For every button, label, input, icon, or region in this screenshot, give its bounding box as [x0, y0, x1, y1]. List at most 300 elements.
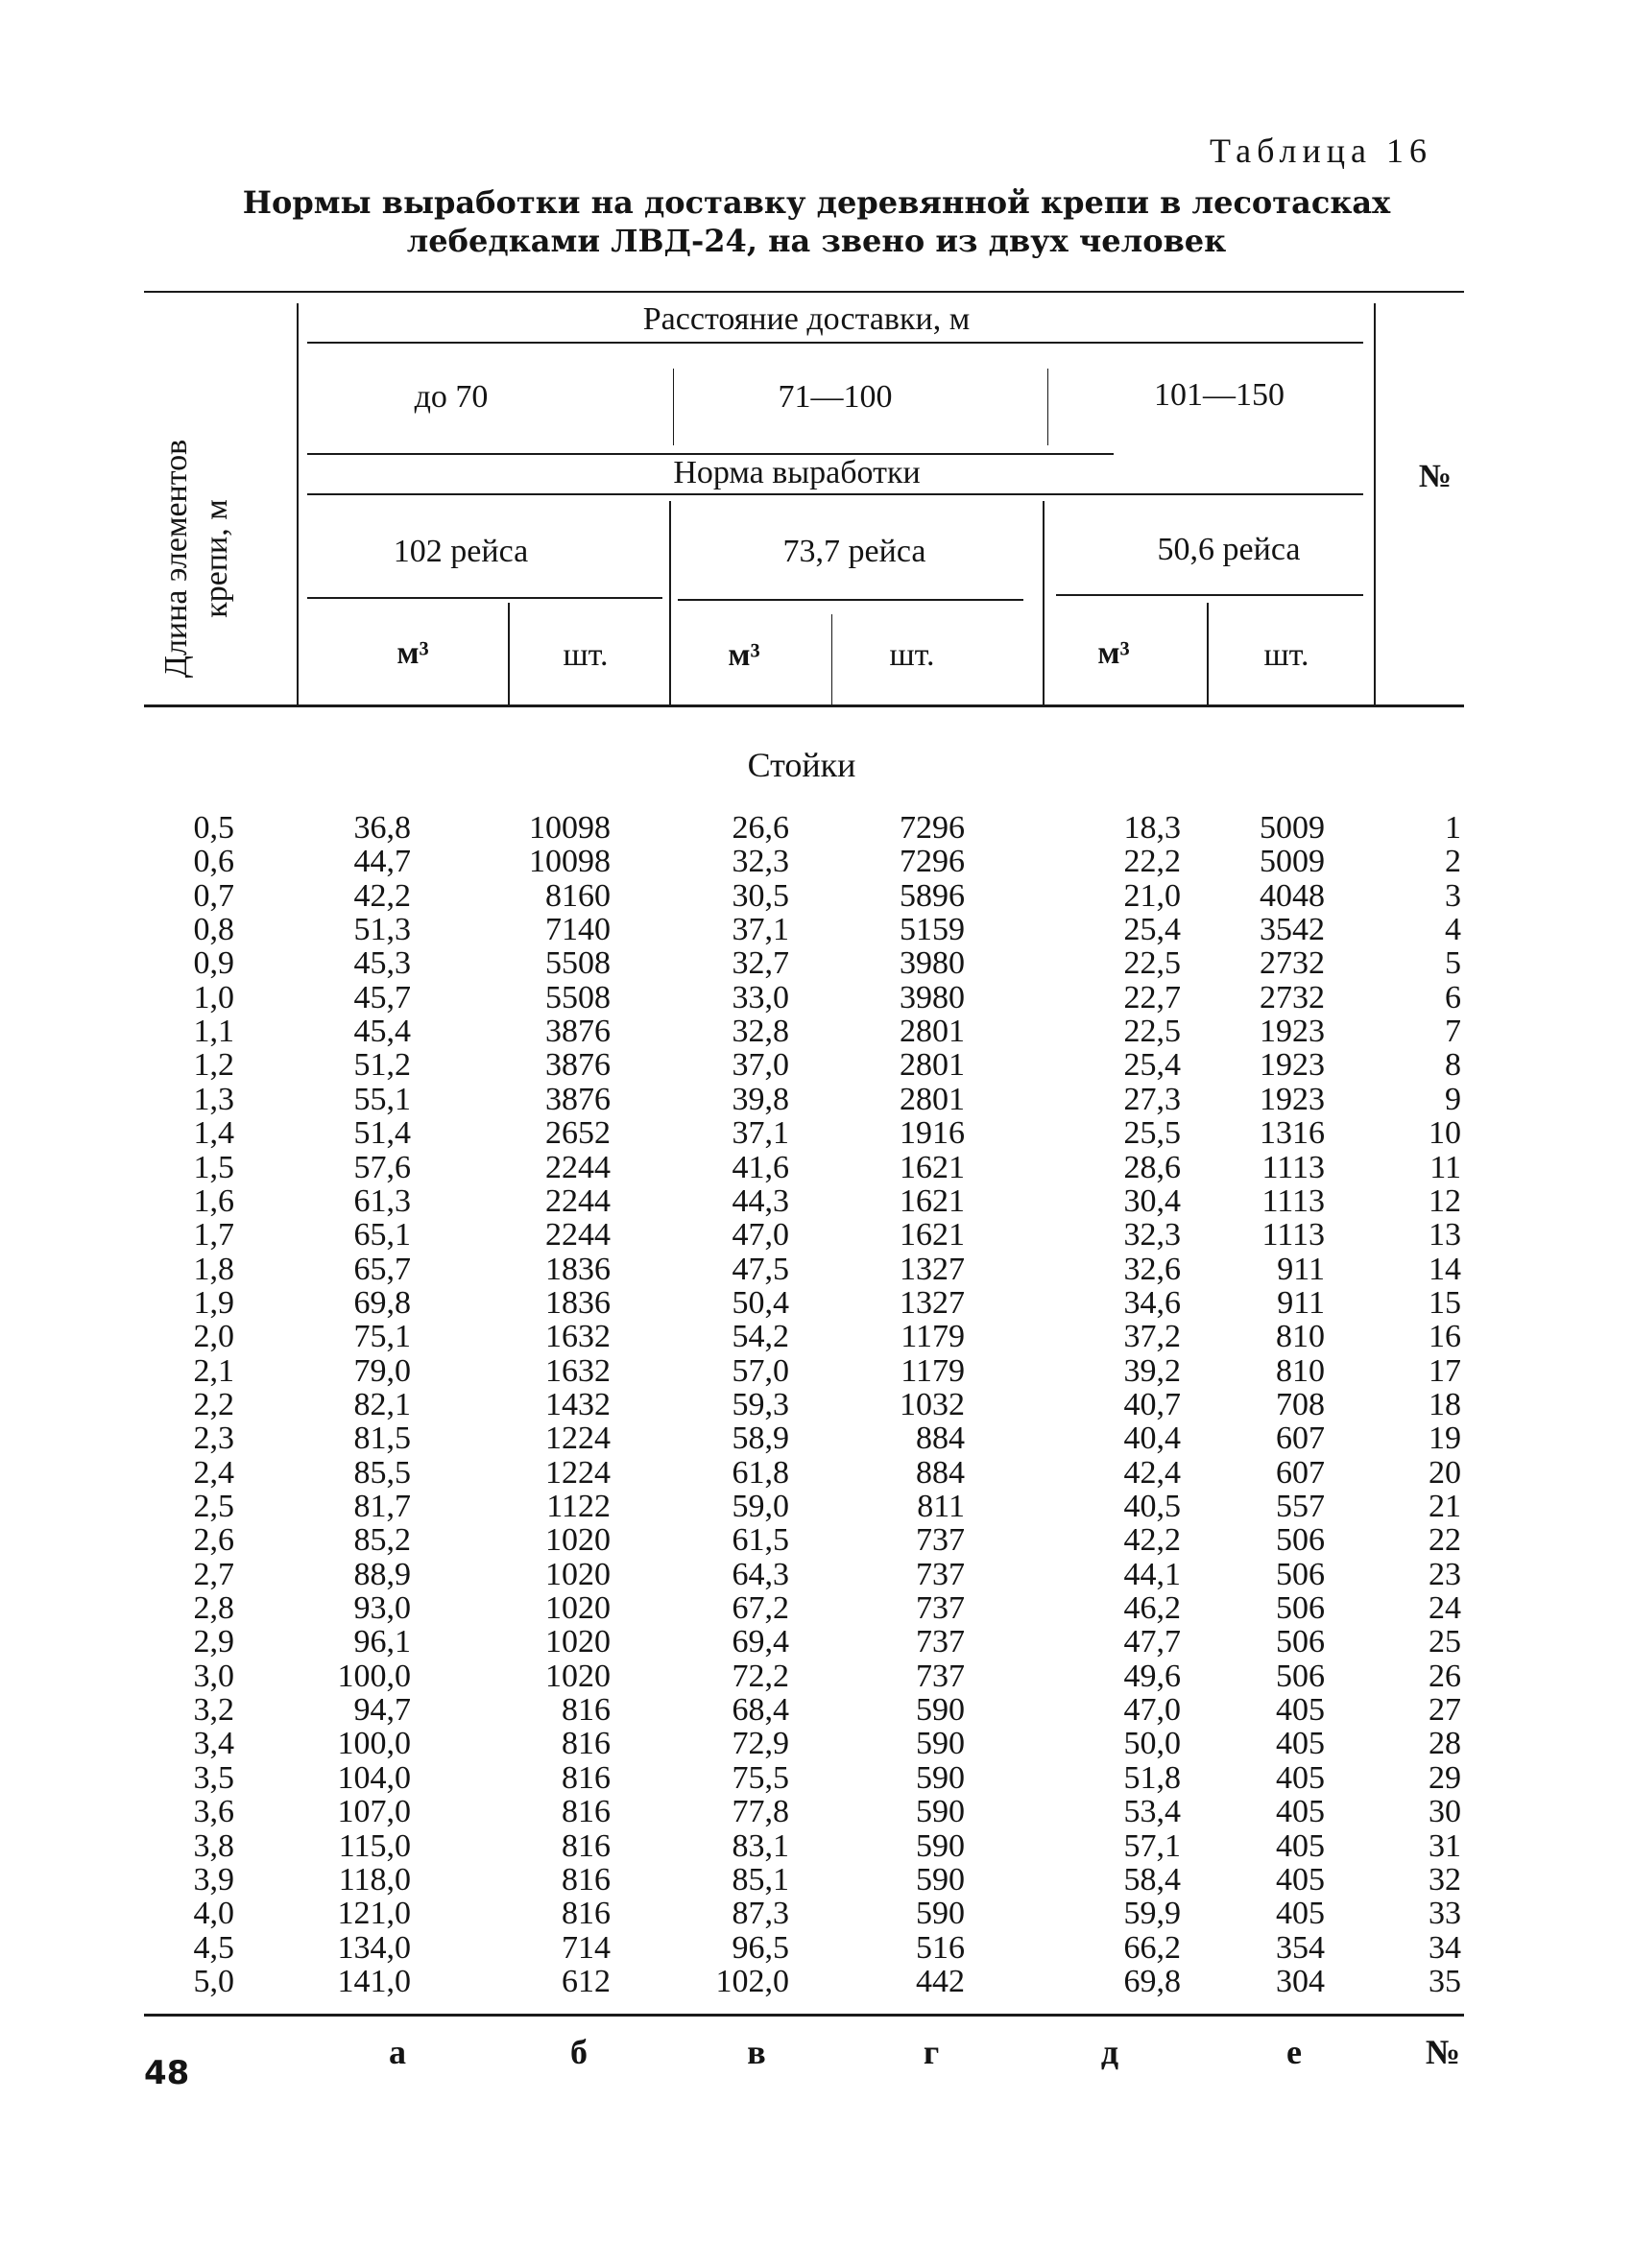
- cell-e-pcs: 607: [1276, 1455, 1325, 1491]
- cell-b-pcs: 1020: [545, 1557, 611, 1592]
- cell-e-pcs: 5009: [1260, 844, 1325, 879]
- cell-d-m3: 59,9: [1123, 1896, 1181, 1931]
- cell-e-pcs: 1923: [1260, 1082, 1325, 1117]
- cell-v-m3: 72,9: [732, 1726, 789, 1761]
- cell-a-m3: 61,3: [353, 1183, 411, 1219]
- cell-length: 1,0: [193, 980, 234, 1015]
- cell-b-pcs: 612: [562, 1964, 611, 1999]
- cell-e-pcs: 557: [1276, 1489, 1325, 1524]
- cell-v-m3: 85,1: [732, 1862, 789, 1898]
- cell-v-m3: 61,5: [732, 1522, 789, 1558]
- table-caption: Таблица 16: [1210, 131, 1432, 170]
- cell-e-pcs: 506: [1276, 1624, 1325, 1659]
- cell-length: 1,7: [193, 1217, 234, 1253]
- cell-d-m3: 22,2: [1123, 844, 1181, 879]
- cell-length: 3,2: [193, 1692, 234, 1728]
- cell-e-pcs: 810: [1276, 1353, 1325, 1389]
- cell-number: 23: [1429, 1557, 1461, 1592]
- section-title: Стойки: [747, 746, 856, 784]
- cell-d-m3: 37,2: [1123, 1319, 1181, 1354]
- cell-a-m3: 65,1: [353, 1217, 411, 1253]
- cell-length: 4,0: [193, 1896, 234, 1931]
- cell-e-pcs: 354: [1276, 1930, 1325, 1966]
- cell-e-pcs: 506: [1276, 1590, 1325, 1626]
- cell-number: 15: [1429, 1285, 1461, 1321]
- cell-g-pcs: 1621: [900, 1217, 965, 1253]
- header-divider-number: [1374, 303, 1376, 704]
- cell-a-m3: 51,3: [353, 912, 411, 947]
- cell-a-m3: 75,1: [353, 1319, 411, 1354]
- cell-length: 2,5: [193, 1489, 234, 1524]
- cell-length: 3,0: [193, 1659, 234, 1694]
- cell-d-m3: 40,7: [1123, 1387, 1181, 1422]
- trips-divider-1: [669, 501, 671, 704]
- cell-d-m3: 51,8: [1123, 1760, 1181, 1796]
- cell-b-pcs: 10098: [529, 844, 611, 879]
- cell-a-m3: 121,0: [337, 1896, 411, 1931]
- cell-a-m3: 51,2: [353, 1047, 411, 1083]
- cell-length: 2,6: [193, 1522, 234, 1558]
- cell-g-pcs: 3980: [900, 945, 965, 981]
- cell-number: 12: [1429, 1183, 1461, 1219]
- cell-length: 4,5: [193, 1930, 234, 1966]
- cell-number: 28: [1429, 1726, 1461, 1761]
- cell-g-pcs: 884: [916, 1455, 965, 1491]
- cell-v-m3: 96,5: [732, 1930, 789, 1966]
- cell-number: 6: [1445, 980, 1461, 1015]
- header-divider-length: [297, 303, 299, 704]
- cell-a-m3: 141,0: [337, 1964, 411, 1999]
- cell-e-pcs: 1923: [1260, 1014, 1325, 1049]
- cell-b-pcs: 7140: [545, 912, 611, 947]
- cell-g-pcs: 737: [916, 1624, 965, 1659]
- cell-g-pcs: 1916: [900, 1115, 965, 1151]
- cell-v-m3: 61,8: [732, 1455, 789, 1491]
- cell-number: 10: [1429, 1115, 1461, 1151]
- cell-d-m3: 34,6: [1123, 1285, 1181, 1321]
- cell-e-pcs: 1923: [1260, 1047, 1325, 1083]
- cell-v-m3: 33,0: [732, 980, 789, 1015]
- cell-e-pcs: 1113: [1261, 1183, 1325, 1219]
- cell-a-m3: 94,7: [353, 1692, 411, 1728]
- cell-length: 0,7: [193, 878, 234, 914]
- cell-b-pcs: 1020: [545, 1590, 611, 1626]
- cell-d-m3: 28,6: [1123, 1150, 1181, 1185]
- cell-number: 16: [1429, 1319, 1461, 1354]
- cell-d-m3: 40,5: [1123, 1489, 1181, 1524]
- cell-v-m3: 72,2: [732, 1659, 789, 1694]
- cell-d-m3: 57,1: [1123, 1828, 1181, 1864]
- cell-number: 35: [1429, 1964, 1461, 1999]
- cell-number: 33: [1429, 1896, 1461, 1931]
- cell-b-pcs: 816: [562, 1862, 611, 1898]
- cell-g-pcs: 590: [916, 1896, 965, 1931]
- trips-header-3: 50,6 рейса: [1157, 532, 1301, 567]
- footer-letter-d: д: [1100, 2033, 1119, 2071]
- cell-d-m3: 32,3: [1123, 1217, 1181, 1253]
- cell-number: 1: [1445, 810, 1461, 846]
- cell-e-pcs: 3542: [1260, 912, 1325, 947]
- table-title-line-2: лебедками ЛВД-24, на звено из двух человек: [406, 223, 1227, 259]
- cell-g-pcs: 590: [916, 1862, 965, 1898]
- cell-e-pcs: 1316: [1260, 1115, 1325, 1151]
- range-divider-1: [673, 369, 674, 445]
- footer-letter-e: е: [1286, 2033, 1302, 2071]
- cell-e-pcs: 304: [1276, 1964, 1325, 1999]
- cell-length: 2,0: [193, 1319, 234, 1354]
- cell-length: 1,1: [193, 1014, 234, 1049]
- cell-d-m3: 58,4: [1123, 1862, 1181, 1898]
- cell-number: 17: [1429, 1353, 1461, 1389]
- cell-b-pcs: 3876: [545, 1014, 611, 1049]
- cell-a-m3: 51,4: [353, 1115, 411, 1151]
- cell-v-m3: 83,1: [732, 1828, 789, 1864]
- cell-length: 2,1: [193, 1353, 234, 1389]
- trips-underline-2: [678, 599, 1023, 601]
- cell-length: 2,3: [193, 1420, 234, 1456]
- table-title-line-1: Нормы выработки на доставку деревянной крепи в лесотасках: [242, 184, 1391, 221]
- cell-length: 0,9: [193, 945, 234, 981]
- cell-number: 4: [1445, 912, 1461, 947]
- cell-v-m3: 37,0: [732, 1047, 789, 1083]
- cell-e-pcs: 2732: [1260, 945, 1325, 981]
- norm-header: Норма выработки: [673, 455, 921, 490]
- cell-b-pcs: 816: [562, 1794, 611, 1829]
- cell-b-pcs: 1020: [545, 1659, 611, 1694]
- cell-a-m3: 36,8: [353, 810, 411, 846]
- cell-length: 2,2: [193, 1387, 234, 1422]
- cell-g-pcs: 5896: [900, 878, 965, 914]
- cell-a-m3: 81,5: [353, 1420, 411, 1456]
- cell-number: 2: [1445, 844, 1461, 879]
- cell-a-m3: 69,8: [353, 1285, 411, 1321]
- cell-e-pcs: 911: [1277, 1252, 1325, 1287]
- unit-header-m3-1: м³: [396, 635, 429, 671]
- cell-length: 1,5: [193, 1150, 234, 1185]
- cell-g-pcs: 737: [916, 1557, 965, 1592]
- cell-length: 2,7: [193, 1557, 234, 1592]
- cell-b-pcs: 8160: [545, 878, 611, 914]
- unit-divider-1: [508, 603, 510, 704]
- cell-number: 26: [1429, 1659, 1461, 1694]
- cell-g-pcs: 811: [917, 1489, 965, 1524]
- cell-length: 0,5: [193, 810, 234, 846]
- unit-header-pcs-2: шт.: [889, 637, 935, 673]
- table-bottom-rule: [144, 2014, 1464, 2017]
- cell-v-m3: 39,8: [732, 1082, 789, 1117]
- cell-b-pcs: 714: [562, 1930, 611, 1966]
- cell-b-pcs: 10098: [529, 810, 611, 846]
- cell-a-m3: 115,0: [338, 1828, 411, 1864]
- cell-g-pcs: 7296: [900, 844, 965, 879]
- cell-b-pcs: 1836: [545, 1285, 611, 1321]
- cell-v-m3: 54,2: [732, 1319, 789, 1354]
- cell-e-pcs: 810: [1276, 1319, 1325, 1354]
- cell-length: 0,8: [193, 912, 234, 947]
- cell-g-pcs: 5159: [900, 912, 965, 947]
- cell-a-m3: 44,7: [353, 844, 411, 879]
- cell-v-m3: 58,9: [732, 1420, 789, 1456]
- cell-e-pcs: 405: [1276, 1862, 1325, 1898]
- cell-a-m3: 45,3: [353, 945, 411, 981]
- unit-header-pcs-1: шт.: [563, 637, 609, 673]
- cell-e-pcs: 2732: [1260, 980, 1325, 1015]
- unit-header-m3-2: м³: [728, 637, 760, 673]
- cell-d-m3: 47,7: [1123, 1624, 1181, 1659]
- footer-letter-g: г: [923, 2033, 940, 2071]
- cell-number: 34: [1429, 1930, 1461, 1966]
- cell-b-pcs: 1836: [545, 1252, 611, 1287]
- cell-d-m3: 18,3: [1123, 810, 1181, 846]
- cell-number: 7: [1445, 1014, 1461, 1049]
- cell-d-m3: 42,4: [1123, 1455, 1181, 1491]
- cell-e-pcs: 506: [1276, 1522, 1325, 1558]
- cell-b-pcs: 816: [562, 1692, 611, 1728]
- cell-a-m3: 65,7: [353, 1252, 411, 1287]
- cell-d-m3: 25,4: [1123, 912, 1181, 947]
- footer-letter-a: а: [389, 2033, 406, 2071]
- cell-b-pcs: 816: [562, 1760, 611, 1796]
- cell-b-pcs: 1122: [546, 1489, 611, 1524]
- cell-g-pcs: 1179: [901, 1353, 965, 1389]
- cell-number: 9: [1445, 1082, 1461, 1117]
- cell-d-m3: 44,1: [1123, 1557, 1181, 1592]
- cell-g-pcs: 1179: [901, 1319, 965, 1354]
- cell-a-m3: 55,1: [353, 1082, 411, 1117]
- cell-length: 1,8: [193, 1252, 234, 1287]
- cell-v-m3: 102,0: [715, 1964, 789, 1999]
- cell-d-m3: 42,2: [1123, 1522, 1181, 1558]
- cell-e-pcs: 607: [1276, 1420, 1325, 1456]
- cell-g-pcs: 590: [916, 1726, 965, 1761]
- cell-d-m3: 27,3: [1123, 1082, 1181, 1117]
- cell-v-m3: 47,5: [732, 1252, 789, 1287]
- cell-d-m3: 22,5: [1123, 945, 1181, 981]
- cell-e-pcs: 506: [1276, 1557, 1325, 1592]
- cell-v-m3: 59,3: [732, 1387, 789, 1422]
- unit-divider-2: [831, 614, 832, 704]
- cell-v-m3: 26,6: [732, 810, 789, 846]
- cell-g-pcs: 1621: [900, 1150, 965, 1185]
- cell-v-m3: 67,2: [732, 1590, 789, 1626]
- cell-b-pcs: 1432: [545, 1387, 611, 1422]
- cell-v-m3: 30,5: [732, 878, 789, 914]
- cell-g-pcs: 737: [916, 1522, 965, 1558]
- range-header-1: до 70: [414, 379, 489, 415]
- cell-v-m3: 32,7: [732, 945, 789, 981]
- cell-number: 21: [1429, 1489, 1461, 1524]
- trips-divider-2: [1043, 501, 1045, 704]
- cell-b-pcs: 3876: [545, 1047, 611, 1083]
- cell-g-pcs: 7296: [900, 810, 965, 846]
- cell-b-pcs: 1632: [545, 1353, 611, 1389]
- cell-g-pcs: 3980: [900, 980, 965, 1015]
- cell-v-m3: 47,0: [732, 1217, 789, 1253]
- footer-letter-b: б: [570, 2033, 588, 2071]
- cell-number: 5: [1445, 945, 1461, 981]
- cell-a-m3: 85,5: [353, 1455, 411, 1491]
- cell-d-m3: 66,2: [1123, 1930, 1181, 1966]
- cell-length: 5,0: [193, 1964, 234, 1999]
- cell-g-pcs: 590: [916, 1794, 965, 1829]
- top-rule: [144, 291, 1464, 293]
- distance-underline: [307, 342, 1363, 344]
- cell-g-pcs: 1327: [900, 1285, 965, 1321]
- cell-number: 25: [1429, 1624, 1461, 1659]
- cell-length: 1,6: [193, 1183, 234, 1219]
- cell-d-m3: 46,2: [1123, 1590, 1181, 1626]
- cell-e-pcs: 911: [1277, 1285, 1325, 1321]
- cell-number: 3: [1445, 878, 1461, 914]
- cell-a-m3: 100,0: [337, 1659, 411, 1694]
- cell-a-m3: 82,1: [353, 1387, 411, 1422]
- cell-e-pcs: 708: [1276, 1387, 1325, 1422]
- cell-d-m3: 21,0: [1123, 878, 1181, 914]
- cell-a-m3: 45,4: [353, 1014, 411, 1049]
- cell-d-m3: 32,6: [1123, 1252, 1181, 1287]
- cell-e-pcs: 405: [1276, 1692, 1325, 1728]
- cell-a-m3: 81,7: [353, 1489, 411, 1524]
- cell-a-m3: 107,0: [337, 1794, 411, 1829]
- cell-d-m3: 50,0: [1123, 1726, 1181, 1761]
- cell-b-pcs: 3876: [545, 1082, 611, 1117]
- cell-number: 18: [1429, 1387, 1461, 1422]
- cell-e-pcs: 405: [1276, 1828, 1325, 1864]
- cell-g-pcs: 884: [916, 1420, 965, 1456]
- footer-number-sign: №: [1425, 2033, 1461, 2071]
- cell-v-m3: 64,3: [732, 1557, 789, 1592]
- cell-b-pcs: 2652: [545, 1115, 611, 1151]
- cell-d-m3: 47,0: [1123, 1692, 1181, 1728]
- cell-number: 13: [1429, 1217, 1461, 1253]
- cell-b-pcs: 1020: [545, 1624, 611, 1659]
- cell-v-m3: 32,8: [732, 1014, 789, 1049]
- unit-divider-3: [1207, 603, 1209, 704]
- range-divider-2: [1047, 369, 1048, 445]
- cell-b-pcs: 5508: [545, 980, 611, 1015]
- cell-g-pcs: 590: [916, 1692, 965, 1728]
- cell-number: 19: [1429, 1420, 1461, 1456]
- unit-header-pcs-3: шт.: [1263, 637, 1309, 673]
- cell-v-m3: 87,3: [732, 1896, 789, 1931]
- cell-e-pcs: 405: [1276, 1760, 1325, 1796]
- cell-d-m3: 53,4: [1123, 1794, 1181, 1829]
- cell-number: 20: [1429, 1455, 1461, 1491]
- cell-a-m3: 88,9: [353, 1557, 411, 1592]
- cell-b-pcs: 1020: [545, 1522, 611, 1558]
- cell-d-m3: 25,5: [1123, 1115, 1181, 1151]
- cell-a-m3: 85,2: [353, 1522, 411, 1558]
- cell-number: 24: [1429, 1590, 1461, 1626]
- cell-length: 1,4: [193, 1115, 234, 1151]
- cell-v-m3: 41,6: [732, 1150, 789, 1185]
- cell-v-m3: 77,8: [732, 1794, 789, 1829]
- cell-length: 2,4: [193, 1455, 234, 1491]
- header-bottom-rule: [144, 704, 1464, 707]
- cell-number: 31: [1429, 1828, 1461, 1864]
- cell-e-pcs: 405: [1276, 1794, 1325, 1829]
- cell-v-m3: 50,4: [732, 1285, 789, 1321]
- cell-number: 30: [1429, 1794, 1461, 1829]
- footer-letter-v: в: [747, 2033, 766, 2071]
- cell-length: 2,8: [193, 1590, 234, 1626]
- cell-a-m3: 96,1: [353, 1624, 411, 1659]
- distance-header: Расстояние доставки, м: [642, 301, 971, 337]
- cell-g-pcs: 2801: [900, 1082, 965, 1117]
- cell-length: 3,6: [193, 1794, 234, 1829]
- cell-length: 3,9: [193, 1862, 234, 1898]
- cell-a-m3: 45,7: [353, 980, 411, 1015]
- trips-header-1: 102 рейса: [393, 534, 529, 569]
- cell-b-pcs: 816: [562, 1896, 611, 1931]
- cell-a-m3: 42,2: [353, 878, 411, 914]
- cell-g-pcs: 2801: [900, 1047, 965, 1083]
- cell-a-m3: 118,0: [338, 1862, 411, 1898]
- cell-v-m3: 44,3: [732, 1183, 789, 1219]
- cell-e-pcs: 405: [1276, 1896, 1325, 1931]
- unit-header-m3-3: м³: [1097, 635, 1130, 671]
- length-column-header: Длина элементов крепи, м: [158, 439, 234, 679]
- cell-b-pcs: 1224: [545, 1455, 611, 1491]
- cell-length: 3,4: [193, 1726, 234, 1761]
- cell-a-m3: 57,6: [353, 1150, 411, 1185]
- cell-e-pcs: 1113: [1261, 1150, 1325, 1185]
- cell-g-pcs: 590: [916, 1828, 965, 1864]
- cell-v-m3: 59,0: [732, 1489, 789, 1524]
- cell-g-pcs: 442: [916, 1964, 965, 1999]
- cell-b-pcs: 2244: [545, 1150, 611, 1185]
- norm-underline: [307, 493, 1363, 495]
- cell-d-m3: 30,4: [1123, 1183, 1181, 1219]
- cell-v-m3: 57,0: [732, 1353, 789, 1389]
- trips-underline-1: [307, 597, 662, 599]
- range-header-2: 71—100: [778, 379, 893, 415]
- cell-d-m3: 69,8: [1123, 1964, 1181, 1999]
- cell-number: 14: [1429, 1252, 1461, 1287]
- cell-v-m3: 68,4: [732, 1692, 789, 1728]
- cell-v-m3: 69,4: [732, 1624, 789, 1659]
- cell-length: 1,2: [193, 1047, 234, 1083]
- cell-a-m3: 93,0: [353, 1590, 411, 1626]
- cell-v-m3: 32,3: [732, 844, 789, 879]
- cell-d-m3: 39,2: [1123, 1353, 1181, 1389]
- cell-g-pcs: 1621: [900, 1183, 965, 1219]
- cell-e-pcs: 5009: [1260, 810, 1325, 846]
- cell-number: 32: [1429, 1862, 1461, 1898]
- cell-length: 2,9: [193, 1624, 234, 1659]
- cell-b-pcs: 816: [562, 1828, 611, 1864]
- cell-number: 11: [1429, 1150, 1461, 1185]
- cell-d-m3: 22,5: [1123, 1014, 1181, 1049]
- cell-e-pcs: 1113: [1261, 1217, 1325, 1253]
- cell-g-pcs: 1032: [900, 1387, 965, 1422]
- cell-a-m3: 134,0: [337, 1930, 411, 1966]
- cell-a-m3: 79,0: [353, 1353, 411, 1389]
- cell-d-m3: 49,6: [1123, 1659, 1181, 1694]
- number-header: №: [1418, 459, 1453, 494]
- cell-a-m3: 104,0: [337, 1760, 411, 1796]
- cell-d-m3: 25,4: [1123, 1047, 1181, 1083]
- cell-d-m3: 40,4: [1123, 1420, 1181, 1456]
- cell-number: 22: [1429, 1522, 1461, 1558]
- cell-d-m3: 22,7: [1123, 980, 1181, 1015]
- page-number: 48: [144, 2054, 190, 2092]
- cell-b-pcs: 1632: [545, 1319, 611, 1354]
- cell-a-m3: 100,0: [337, 1726, 411, 1761]
- cell-length: 0,6: [193, 844, 234, 879]
- cell-g-pcs: 737: [916, 1659, 965, 1694]
- cell-number: 27: [1429, 1692, 1461, 1728]
